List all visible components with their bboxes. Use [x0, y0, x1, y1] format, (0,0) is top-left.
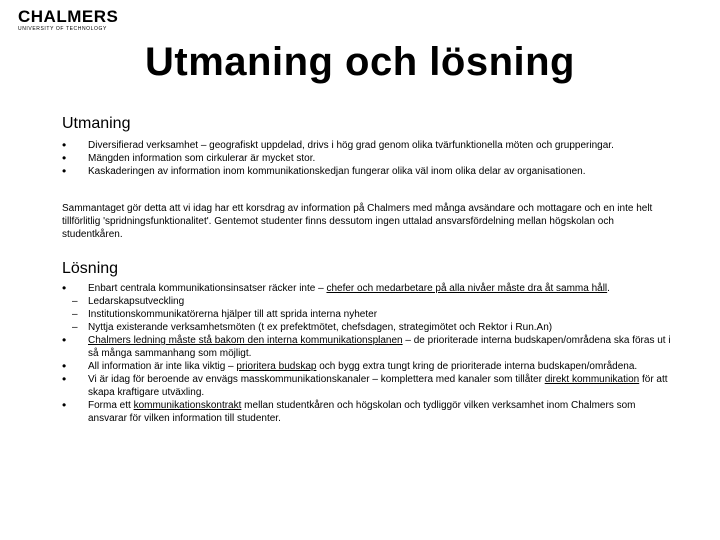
bullet-icon: •	[62, 398, 67, 412]
sub-list-item: – Nyttja existerande verksamhetsmöten (t ex prefektmötet, chefsdagen, strategimötet och Rektor i Run.An)	[72, 322, 553, 333]
challenge-heading: Utmaning	[62, 115, 131, 132]
challenge-summary: Sammantaget gör detta att vi idag har ett korsdrag av information på Chalmers med många avsändare och mottagare och en inte helt tillförlitlig 'spridningsfunktionalitet'. Gentemot studenter finns dessutom ingen uttalad ansvarsfördelning mellan högskolan och studentkåren.	[62, 203, 653, 240]
logo-subtitle: UNIVERSITY OF TECHNOLOGY	[18, 26, 107, 32]
logo-name: CHALMERS	[18, 7, 119, 26]
solution-heading: Lösning	[62, 260, 119, 277]
list-item: • Vi är idag för beroende av envägs masskommunikationskanaler – komplettera med kanaler som tillåter direkt kommunikation för att skapa kraftigare utväxling.	[62, 372, 668, 398]
chalmers-logo	[18, 8, 118, 32]
list-item: • Kaskaderingen av information inom kommunikationskedjan fungerar olika väl inom olika delar av organisationen.	[62, 164, 586, 178]
bullet-icon: •	[62, 138, 67, 152]
list-item: • Chalmers ledning måste stå bakom den interna kommunikationsplanen – de prioriterade interna budskapen/områdena ska föras ut i så många sammanhang som möjligt.	[62, 333, 671, 359]
sub-list-item: – Ledarskapsutveckling	[72, 296, 185, 307]
page-title: Utmaning och lösning	[145, 40, 575, 84]
list-item: • Enbart centrala kommunikationsinsatser räcker inte – chefer och medarbetare på alla nivåer måste dra åt samma håll.	[62, 281, 610, 295]
solution-list	[62, 282, 672, 425]
dash-icon: –	[72, 296, 78, 307]
emphasis-text: kommunikationskontrakt	[133, 400, 242, 411]
sub-list-item: – Institutionskommunikatörerna hjälper till att sprida interna nyheter	[72, 309, 378, 320]
bullet-icon: •	[62, 164, 67, 178]
list-item: • Diversifierad verksamhet – geografiskt uppdelad, drivs i hög grad genom olika tvärfunktionella möten och grupperingar.	[62, 138, 614, 152]
list-item: • Mängden information som cirkulerar är mycket stor.	[62, 151, 316, 165]
bullet-icon: •	[62, 151, 67, 165]
bullet-icon: •	[62, 281, 67, 295]
emphasis-text: Chalmers ledning måste stå bakom den interna kommunikationsplanen	[88, 335, 403, 346]
emphasis-text: chefer och medarbetare på alla nivåer måste dra åt samma håll	[326, 283, 608, 294]
bullet-icon: •	[62, 359, 67, 373]
emphasis-text: prioritera budskap	[236, 361, 317, 372]
emphasis-text: direkt kommunikation	[544, 374, 640, 385]
bullet-icon: •	[62, 372, 67, 386]
list-item: • All information är inte lika viktig – prioritera budskap och bygg extra tungt kring de prioriterade interna budskapen/områdena.	[62, 359, 638, 373]
list-item: • Forma ett kommunikationskontrakt mellan studentkåren och högskolan och tydliggör vilken verksamhet inom Chalmers som ansvarar för vilken information till studenter.	[62, 398, 636, 424]
challenge-list	[62, 139, 672, 178]
dash-icon: –	[72, 309, 78, 320]
bullet-icon: •	[62, 333, 67, 347]
dash-icon: –	[72, 322, 78, 333]
